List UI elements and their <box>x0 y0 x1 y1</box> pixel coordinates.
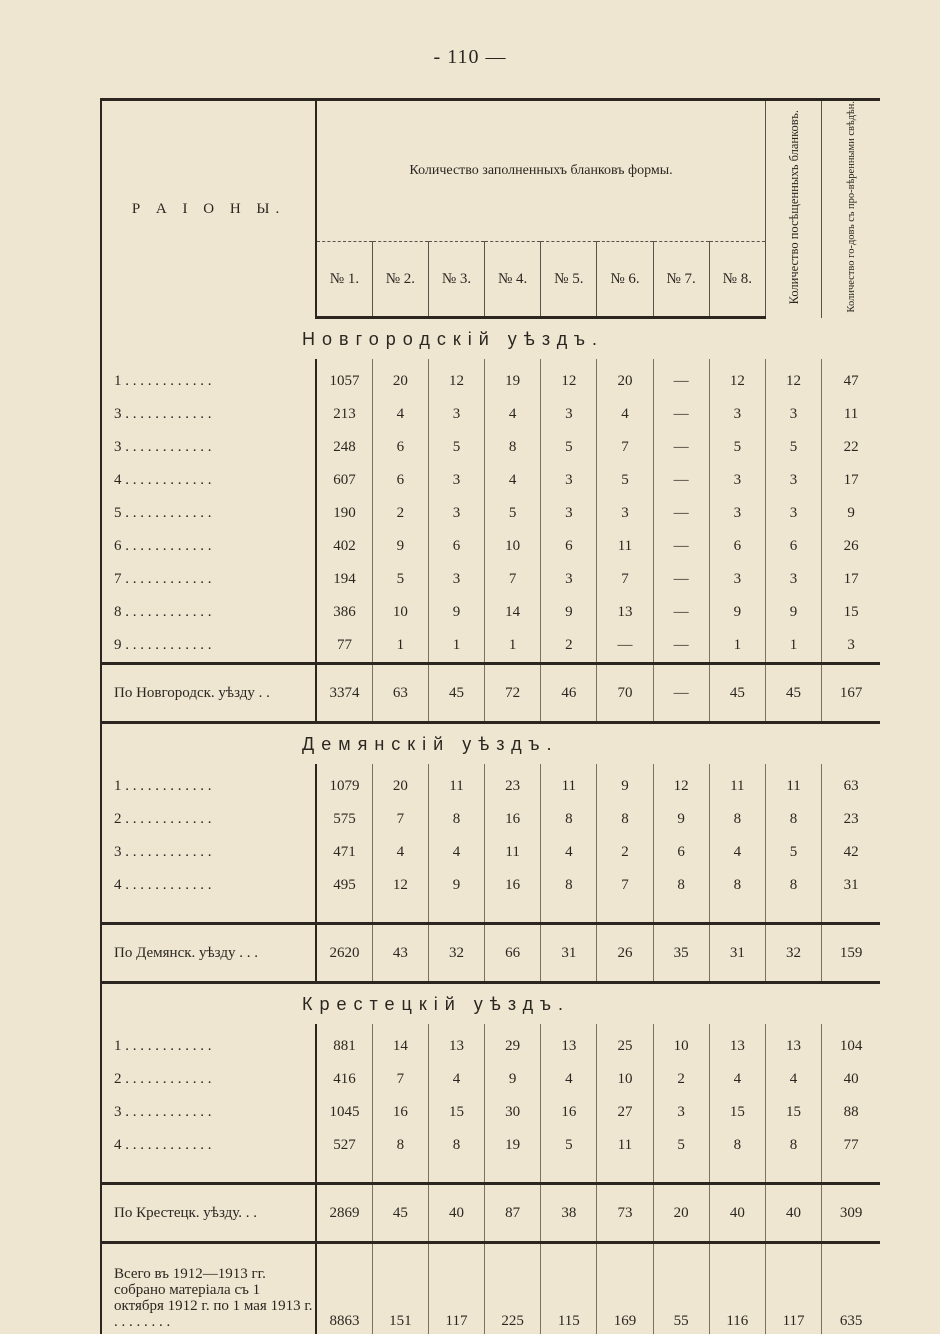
value-cell: — <box>653 629 709 664</box>
region-name: 2 . . . . . . . . . . . . <box>101 1063 316 1096</box>
region-name: 5 . . . . . . . . . . . . <box>101 497 316 530</box>
table-row <box>101 596 880 629</box>
value-cell: — <box>653 563 709 596</box>
form-column-header: № 3. <box>428 242 484 318</box>
value-cell: 45 <box>372 1184 428 1243</box>
region-name: 6 . . . . . . . . . . . . <box>101 530 316 563</box>
value-cell: 2 <box>541 629 597 664</box>
value-cell: 4 <box>372 836 428 869</box>
district-title-row <box>101 983 880 1025</box>
table-row <box>101 836 880 869</box>
region-name: 3 . . . . . . . . . . . . <box>101 836 316 869</box>
value-cell: 7 <box>597 431 653 464</box>
value-cell: 45 <box>428 664 484 723</box>
district-title: Крестецкій уѣздъ. <box>101 983 880 1025</box>
district-title: Демянскій уѣздъ. <box>101 723 880 765</box>
value-cell: 9 <box>822 497 880 530</box>
value-cell: 19 <box>485 359 541 398</box>
value-cell: — <box>653 464 709 497</box>
value-cell: 9 <box>597 764 653 803</box>
value-cell: 104 <box>822 1024 880 1063</box>
value-cell: 31 <box>709 924 765 983</box>
value-cell: 11 <box>597 1129 653 1162</box>
value-cell: 4 <box>485 398 541 431</box>
value-cell: 8863 <box>316 1243 372 1334</box>
value-cell: 6 <box>653 836 709 869</box>
value-cell: 8 <box>485 431 541 464</box>
value-cell: 7 <box>597 563 653 596</box>
value-cell: 575 <box>316 803 372 836</box>
spacer-row <box>101 902 880 924</box>
value-cell: 40 <box>709 1184 765 1243</box>
value-cell: 12 <box>709 359 765 398</box>
region-name: 4 . . . . . . . . . . . . <box>101 1129 316 1162</box>
value-cell: 12 <box>541 359 597 398</box>
value-cell: 8 <box>765 1129 821 1162</box>
form-column-header: № 8. <box>709 242 765 318</box>
region-name: 4 . . . . . . . . . . . . <box>101 464 316 497</box>
value-cell: 10 <box>653 1024 709 1063</box>
value-cell: 4 <box>541 1063 597 1096</box>
value-cell: 9 <box>428 869 484 902</box>
value-cell: 416 <box>316 1063 372 1096</box>
value-cell: 116 <box>709 1243 765 1334</box>
value-cell: 159 <box>822 924 880 983</box>
value-cell: 117 <box>765 1243 821 1334</box>
value-cell: — <box>653 664 709 723</box>
table-row <box>101 1096 880 1129</box>
visited-header <box>765 100 821 318</box>
value-cell: 194 <box>316 563 372 596</box>
form-column-header: № 5. <box>541 242 597 318</box>
value-cell: 15 <box>765 1096 821 1129</box>
table-row <box>101 497 880 530</box>
value-cell: 1057 <box>316 359 372 398</box>
value-cell: 26 <box>597 924 653 983</box>
value-cell: 9 <box>428 596 484 629</box>
value-cell: 1 <box>765 629 821 664</box>
value-cell: 386 <box>316 596 372 629</box>
value-cell: 38 <box>541 1184 597 1243</box>
value-cell: 6 <box>541 530 597 563</box>
value-cell: 16 <box>372 1096 428 1129</box>
region-name: 3 . . . . . . . . . . . . <box>101 431 316 464</box>
value-cell: 8 <box>709 869 765 902</box>
page-number: - 110 — <box>0 46 940 69</box>
value-cell: 66 <box>485 924 541 983</box>
value-cell: 14 <box>372 1024 428 1063</box>
district-title-row <box>101 318 880 360</box>
table-row <box>101 1129 880 1162</box>
value-cell: 607 <box>316 464 372 497</box>
value-cell: 63 <box>372 664 428 723</box>
value-cell: 3 <box>765 563 821 596</box>
value-cell: 2 <box>372 497 428 530</box>
value-cell: 2869 <box>316 1184 372 1243</box>
value-cell: 151 <box>372 1243 428 1334</box>
value-cell: — <box>653 497 709 530</box>
value-cell: 17 <box>822 464 880 497</box>
value-cell: 5 <box>485 497 541 530</box>
regions-header: Р А I О Н Ы. <box>101 100 316 318</box>
region-name: 8 . . . . . . . . . . . . <box>101 596 316 629</box>
form-column-header: № 6. <box>597 242 653 318</box>
value-cell: 73 <box>597 1184 653 1243</box>
table-header <box>101 100 880 318</box>
value-cell: 190 <box>316 497 372 530</box>
value-cell: 22 <box>822 431 880 464</box>
value-cell: 16 <box>541 1096 597 1129</box>
value-cell: 309 <box>822 1184 880 1243</box>
value-cell: 402 <box>316 530 372 563</box>
value-cell: 7 <box>597 869 653 902</box>
value-cell: 115 <box>541 1243 597 1334</box>
form-column-header: № 1. <box>316 242 372 318</box>
value-cell: 11 <box>822 398 880 431</box>
value-cell: 8 <box>597 803 653 836</box>
value-cell: — <box>597 629 653 664</box>
form-column-header: № 2. <box>372 242 428 318</box>
value-cell: 5 <box>765 836 821 869</box>
checked-header <box>822 100 880 318</box>
value-cell: 4 <box>597 398 653 431</box>
value-cell: 4 <box>428 836 484 869</box>
table-row <box>101 1063 880 1096</box>
value-cell: 3 <box>428 398 484 431</box>
value-cell: 15 <box>428 1096 484 1129</box>
forms-group-header: Количество заполненныхъ бланковъ формы. <box>316 100 765 242</box>
value-cell: 8 <box>709 1129 765 1162</box>
value-cell: 12 <box>653 764 709 803</box>
value-cell: 11 <box>485 836 541 869</box>
value-cell: 12 <box>765 359 821 398</box>
value-cell: 5 <box>765 431 821 464</box>
value-cell: 13 <box>428 1024 484 1063</box>
value-cell: 25 <box>597 1024 653 1063</box>
value-cell: 10 <box>485 530 541 563</box>
region-name: 3 . . . . . . . . . . . . <box>101 1096 316 1129</box>
value-cell: 23 <box>485 764 541 803</box>
value-cell: 72 <box>485 664 541 723</box>
value-cell: 1 <box>428 629 484 664</box>
table-row <box>101 869 880 902</box>
statistics-table-container <box>100 98 833 1334</box>
form-column-header: № 7. <box>653 242 709 318</box>
value-cell: 8 <box>653 869 709 902</box>
value-cell: 31 <box>541 924 597 983</box>
value-cell: 3 <box>709 497 765 530</box>
value-cell: — <box>653 596 709 629</box>
value-cell: 5 <box>597 464 653 497</box>
region-name: 4 . . . . . . . . . . . . <box>101 869 316 902</box>
value-cell: — <box>653 359 709 398</box>
district-total-row <box>101 924 880 983</box>
value-cell: 3 <box>653 1096 709 1129</box>
value-cell: 3 <box>541 497 597 530</box>
table-row <box>101 1024 880 1063</box>
value-cell: 4 <box>765 1063 821 1096</box>
region-name: 3 . . . . . . . . . . . . <box>101 398 316 431</box>
region-name: Всего въ 1912—1913 гг. собрано матеріала съ 1 октября 1912 г. по 1 мая 1913 г. . . . . . . . . <box>101 1243 316 1334</box>
value-cell: 13 <box>597 596 653 629</box>
value-cell: 8 <box>428 1129 484 1162</box>
value-cell: 5 <box>709 431 765 464</box>
value-cell: 3374 <box>316 664 372 723</box>
value-cell: 3 <box>428 497 484 530</box>
table-row <box>101 464 880 497</box>
value-cell: 6 <box>709 530 765 563</box>
value-cell: 8 <box>765 869 821 902</box>
value-cell: 6 <box>372 464 428 497</box>
value-cell: 5 <box>428 431 484 464</box>
value-cell: 40 <box>428 1184 484 1243</box>
value-cell: 1079 <box>316 764 372 803</box>
value-cell: 10 <box>597 1063 653 1096</box>
value-cell: 70 <box>597 664 653 723</box>
value-cell: 4 <box>541 836 597 869</box>
value-cell: 43 <box>372 924 428 983</box>
value-cell: 5 <box>541 431 597 464</box>
value-cell: 12 <box>428 359 484 398</box>
table-row <box>101 764 880 803</box>
value-cell: 4 <box>709 1063 765 1096</box>
value-cell: 8 <box>541 803 597 836</box>
value-cell: 13 <box>765 1024 821 1063</box>
value-cell: 5 <box>541 1129 597 1162</box>
value-cell: 20 <box>597 359 653 398</box>
value-cell: 8 <box>709 803 765 836</box>
value-cell: 4 <box>428 1063 484 1096</box>
value-cell: 1 <box>372 629 428 664</box>
value-cell: 213 <box>316 398 372 431</box>
value-cell: 3 <box>709 563 765 596</box>
value-cell: 13 <box>541 1024 597 1063</box>
value-cell: 7 <box>485 563 541 596</box>
value-cell: 5 <box>653 1129 709 1162</box>
value-cell: 4 <box>485 464 541 497</box>
spacer-row <box>101 1162 880 1184</box>
value-cell: 3 <box>541 464 597 497</box>
value-cell: — <box>653 398 709 431</box>
district-title-row <box>101 723 880 765</box>
value-cell: 9 <box>765 596 821 629</box>
table-row <box>101 803 880 836</box>
value-cell: 47 <box>822 359 880 398</box>
value-cell: 8 <box>541 869 597 902</box>
value-cell: 117 <box>428 1243 484 1334</box>
region-name: 1 . . . . . . . . . . . . <box>101 764 316 803</box>
value-cell: 3 <box>765 497 821 530</box>
table-row <box>101 563 880 596</box>
table-row <box>101 431 880 464</box>
value-cell: 10 <box>372 596 428 629</box>
value-cell: 3 <box>428 464 484 497</box>
value-cell: — <box>653 431 709 464</box>
checked-header-label: Количество го-довъ съ про-вѣренными свѣдѣн. <box>846 101 857 313</box>
value-cell: 635 <box>822 1243 880 1334</box>
value-cell: 32 <box>765 924 821 983</box>
value-cell: 14 <box>485 596 541 629</box>
value-cell: 1045 <box>316 1096 372 1129</box>
value-cell: 32 <box>428 924 484 983</box>
region-name: 7 . . . . . . . . . . . . <box>101 563 316 596</box>
district-total-row <box>101 664 880 723</box>
value-cell: 17 <box>822 563 880 596</box>
statistics-table <box>100 98 880 1334</box>
region-name: По Демянск. уѣзду . . . <box>101 924 316 983</box>
value-cell: 2 <box>653 1063 709 1096</box>
value-cell: 31 <box>822 869 880 902</box>
table-row <box>101 629 880 664</box>
value-cell: 23 <box>822 803 880 836</box>
value-cell: 63 <box>822 764 880 803</box>
grand-total-row <box>101 1243 880 1334</box>
value-cell: 3 <box>541 563 597 596</box>
value-cell: 3 <box>765 464 821 497</box>
table-row <box>101 530 880 563</box>
value-cell: 20 <box>372 764 428 803</box>
region-name: 2 . . . . . . . . . . . . <box>101 803 316 836</box>
value-cell: 471 <box>316 836 372 869</box>
region-name: 1 . . . . . . . . . . . . <box>101 1024 316 1063</box>
form-column-header: № 4. <box>485 242 541 318</box>
value-cell: 87 <box>485 1184 541 1243</box>
value-cell: 881 <box>316 1024 372 1063</box>
district-total-row <box>101 1184 880 1243</box>
value-cell: 8 <box>765 803 821 836</box>
value-cell: 77 <box>822 1129 880 1162</box>
value-cell: 3 <box>597 497 653 530</box>
value-cell: 15 <box>822 596 880 629</box>
value-cell: 26 <box>822 530 880 563</box>
value-cell: 11 <box>541 764 597 803</box>
value-cell: 8 <box>372 1129 428 1162</box>
value-cell: 45 <box>709 664 765 723</box>
value-cell: 30 <box>485 1096 541 1129</box>
region-name: 1 . . . . . . . . . . . . <box>101 359 316 398</box>
value-cell: 29 <box>485 1024 541 1063</box>
value-cell: 495 <box>316 869 372 902</box>
value-cell: 11 <box>709 764 765 803</box>
value-cell: 20 <box>653 1184 709 1243</box>
value-cell: 2620 <box>316 924 372 983</box>
value-cell: 248 <box>316 431 372 464</box>
value-cell: 9 <box>709 596 765 629</box>
value-cell: 55 <box>653 1243 709 1334</box>
value-cell: 40 <box>765 1184 821 1243</box>
value-cell: 527 <box>316 1129 372 1162</box>
value-cell: 4 <box>709 836 765 869</box>
value-cell: 88 <box>822 1096 880 1129</box>
value-cell: 4 <box>372 398 428 431</box>
value-cell: 1 <box>485 629 541 664</box>
value-cell: — <box>653 530 709 563</box>
value-cell: 3 <box>709 398 765 431</box>
value-cell: 2 <box>597 836 653 869</box>
value-cell: 20 <box>372 359 428 398</box>
value-cell: 40 <box>822 1063 880 1096</box>
value-cell: 1 <box>709 629 765 664</box>
value-cell: 11 <box>597 530 653 563</box>
region-name: 9 . . . . . . . . . . . . <box>101 629 316 664</box>
value-cell: 8 <box>428 803 484 836</box>
value-cell: 45 <box>765 664 821 723</box>
value-cell: 11 <box>428 764 484 803</box>
table-row <box>101 359 880 398</box>
value-cell: 9 <box>653 803 709 836</box>
value-cell: 3 <box>765 398 821 431</box>
value-cell: 9 <box>485 1063 541 1096</box>
visited-header-label: Количество посѣщенныхъ бланковъ. <box>787 110 801 304</box>
value-cell: 13 <box>709 1024 765 1063</box>
value-cell: 6 <box>765 530 821 563</box>
value-cell: 16 <box>485 869 541 902</box>
value-cell: 3 <box>709 464 765 497</box>
value-cell: 7 <box>372 803 428 836</box>
value-cell: 35 <box>653 924 709 983</box>
value-cell: 225 <box>485 1243 541 1334</box>
value-cell: 19 <box>485 1129 541 1162</box>
value-cell: 27 <box>597 1096 653 1129</box>
value-cell: 6 <box>372 431 428 464</box>
value-cell: 77 <box>316 629 372 664</box>
value-cell: 167 <box>822 664 880 723</box>
value-cell: 169 <box>597 1243 653 1334</box>
value-cell: 11 <box>765 764 821 803</box>
table-row <box>101 398 880 431</box>
value-cell: 42 <box>822 836 880 869</box>
region-name: По Новгородск. уѣзду . . <box>101 664 316 723</box>
value-cell: 12 <box>372 869 428 902</box>
table-body <box>101 318 880 1334</box>
value-cell: 16 <box>485 803 541 836</box>
value-cell: 3 <box>822 629 880 664</box>
district-title: Новгородскій уѣздъ. <box>101 318 880 360</box>
value-cell: 15 <box>709 1096 765 1129</box>
value-cell: 7 <box>372 1063 428 1096</box>
value-cell: 5 <box>372 563 428 596</box>
value-cell: 9 <box>541 596 597 629</box>
value-cell: 3 <box>428 563 484 596</box>
value-cell: 3 <box>541 398 597 431</box>
value-cell: 6 <box>428 530 484 563</box>
value-cell: 46 <box>541 664 597 723</box>
value-cell: 9 <box>372 530 428 563</box>
region-name: По Крестецк. уѣзду. . . <box>101 1184 316 1243</box>
